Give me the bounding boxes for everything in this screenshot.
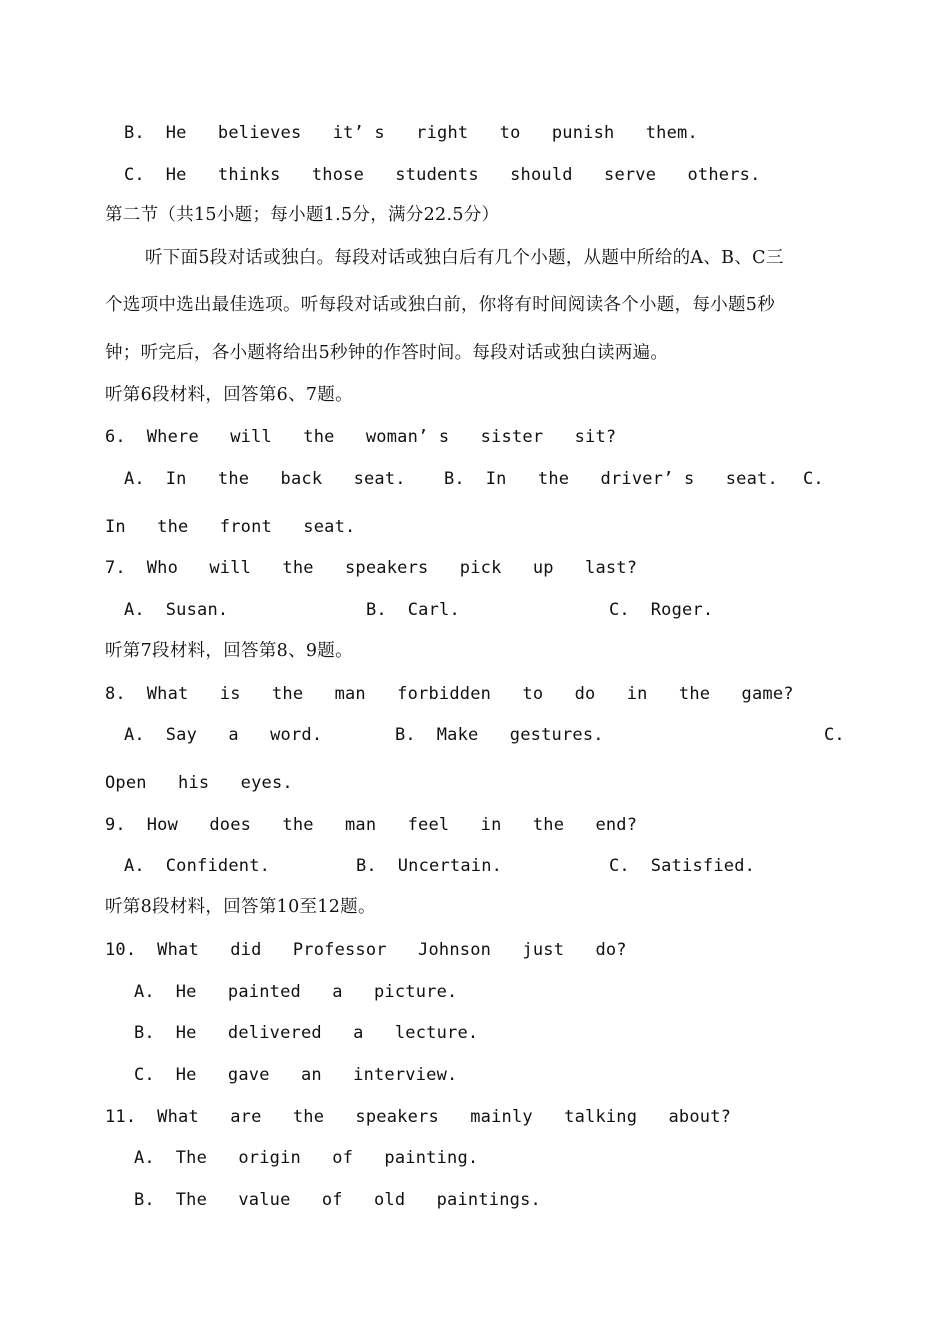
q9-option-a: A. Confident. <box>124 856 271 876</box>
q5-option-b: B. He believes it’ s right to punish them. <box>124 123 698 143</box>
question-11: 11. What are the speakers mainly talking about? <box>105 1107 732 1127</box>
q8-option-c-label: C. <box>824 725 845 745</box>
q7-option-c: C. Roger. <box>609 600 714 620</box>
q9-option-c: C. Satisfied. <box>609 856 756 876</box>
q6-option-c-label: C. <box>803 469 824 489</box>
instructions-line-2: 个选项中选出最佳选项。听每段对话或独白前，你将有时间阅读各个小题，每小题5秒 <box>105 295 776 315</box>
q10-option-b: B. He delivered a lecture. <box>134 1023 479 1043</box>
q7-option-a: A. Susan. <box>124 600 229 620</box>
q10-option-a: A. He painted a picture. <box>134 982 458 1002</box>
q11-option-b: B. The value of old paintings. <box>134 1190 541 1210</box>
q8-option-c-text: Open his eyes. <box>105 773 293 793</box>
q10-option-c: C. He gave an interview. <box>134 1065 458 1085</box>
material-8-heading: 听第8段材料，回答第10至12题。 <box>105 897 376 917</box>
question-10: 10. What did Professor Johnson just do? <box>105 940 627 960</box>
question-8: 8. What is the man forbidden to do in the game? <box>105 684 794 704</box>
q7-option-b: B. Carl. <box>366 600 460 620</box>
q5-option-c: C. He thinks those students should serve others. <box>124 165 761 185</box>
q6-option-c-text: In the front seat. <box>105 517 356 537</box>
q6-option-b: B. In the driver’ s seat. <box>444 469 778 489</box>
q11-option-a: A. The origin of painting. <box>134 1148 479 1168</box>
q8-option-a: A. Say a word. <box>124 725 323 745</box>
question-6: 6. Where will the woman’ s sister sit? <box>105 427 617 447</box>
instructions-line-3: 钟；听完后，各小题将给出5秒钟的作答时间。每段对话或独白读两遍。 <box>105 343 669 363</box>
material-6-heading: 听第6段材料，回答第6、7题。 <box>105 385 353 405</box>
q9-option-b: B. Uncertain. <box>356 856 503 876</box>
q6-option-a: A. In the back seat. <box>124 469 406 489</box>
q8-option-b: B. Make gestures. <box>395 725 604 745</box>
material-7-heading: 听第7段材料，回答第8、9题。 <box>105 641 353 661</box>
section-heading: 第二节（共15小题；每小题1.5分，满分22.5分） <box>105 205 500 225</box>
question-9: 9. How does the man feel in the end? <box>105 815 638 835</box>
question-7: 7. Who will the speakers pick up last? <box>105 558 638 578</box>
instructions-line-1: 听下面5段对话或独白。每段对话或独白后有几个小题，从题中所给的A、B、C三 <box>145 248 784 268</box>
